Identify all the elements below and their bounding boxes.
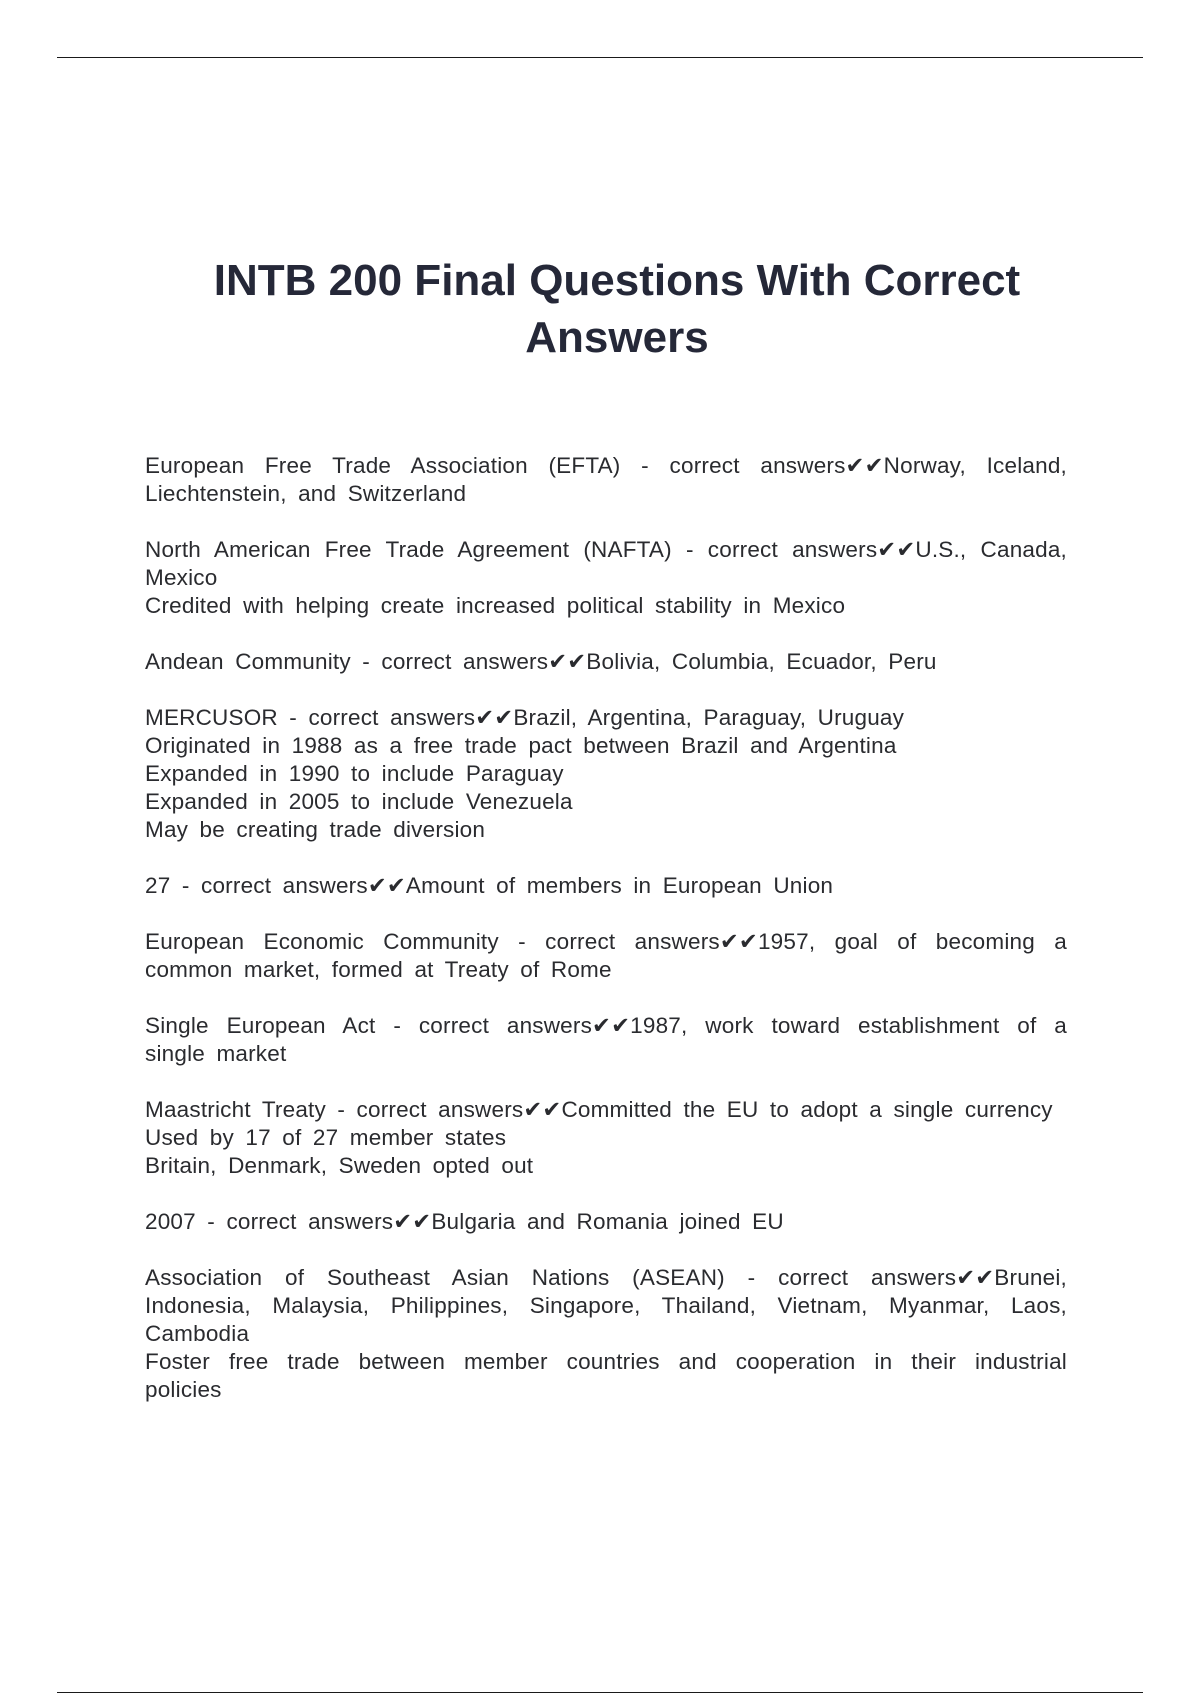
qa-entry-2007 [145, 1208, 1067, 1236]
qa-entry-asean [145, 1264, 1067, 1404]
qa-list [145, 452, 1067, 1432]
entry-line: European Free Trade Association (EFTA) - correct answers✔✔Norway, Iceland, Liechtenstein, and Switzerland [145, 453, 1067, 506]
qa-entry-single-european-act [145, 1012, 1067, 1068]
entry-line: Credited with helping create increased political stability in Mexico [145, 593, 846, 618]
top-rule [57, 57, 1143, 58]
entry-line: Single European Act - correct answers✔✔1987, work toward establishment of a single market [145, 1013, 1067, 1066]
entry-line: May be creating trade diversion [145, 817, 486, 842]
entry-line: Foster free trade between member countries and cooperation in their industrial policies [145, 1349, 1067, 1402]
entry-line: Association of Southeast Asian Nations (ASEAN) - correct answers✔✔Brunei, Indonesia, Malaysia, Philippines, Singapore, Thailand, Vietnam, Myanmar, Laos, Cambodia [145, 1265, 1067, 1346]
document-title: INTB 200 Final Questions With Correct Answers [213, 256, 1021, 362]
entry-line: MERCUSOR - correct answers✔✔Brazil, Argentina, Paraguay, Uruguay [145, 705, 905, 730]
entry-line: Maastricht Treaty - correct answers✔✔Committed the EU to adopt a single currency [145, 1097, 1053, 1122]
qa-entry-nafta [145, 536, 1067, 620]
entry-line: Britain, Denmark, Sweden opted out [145, 1153, 534, 1178]
qa-entry-maastricht [145, 1096, 1067, 1180]
entry-line: Used by 17 of 27 member states [145, 1125, 507, 1150]
entry-line: Originated in 1988 as a free trade pact between Brazil and Argentina [145, 733, 897, 758]
entry-line: North American Free Trade Agreement (NAFTA) - correct answers✔✔U.S., Canada, Mexico [145, 537, 1067, 590]
qa-entry-eu-members [145, 872, 1067, 900]
qa-entry-eec [145, 928, 1067, 984]
entry-line: 2007 - correct answers✔✔Bulgaria and Romania joined EU [145, 1209, 784, 1234]
entry-line: 27 - correct answers✔✔Amount of members in European Union [145, 873, 834, 898]
entry-line: Expanded in 2005 to include Venezuela [145, 789, 573, 814]
qa-entry-mercusor [145, 704, 1067, 844]
qa-entry-efta [145, 452, 1067, 508]
entry-line: Expanded in 1990 to include Paraguay [145, 761, 564, 786]
entry-line: Andean Community - correct answers✔✔Bolivia, Columbia, Ecuador, Peru [145, 649, 937, 674]
qa-entry-andean [145, 648, 1067, 676]
bottom-rule [57, 1692, 1143, 1693]
entry-line: European Economic Community - correct answers✔✔1957, goal of becoming a common market, formed at Treaty of Rome [145, 929, 1067, 982]
